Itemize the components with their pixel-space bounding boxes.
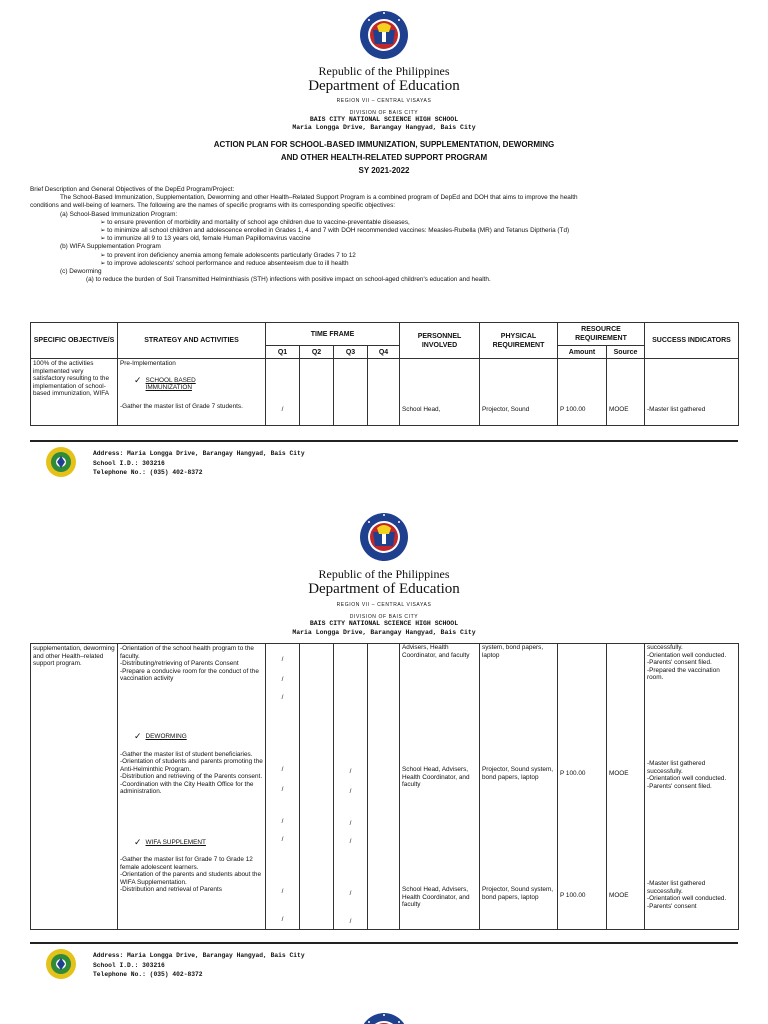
personnel-cell: Advisers, Health Coordinator, and faculty School Head, Advisers, Health Coordinator, and faculty School Head, Advisers, Health Coordinator, and faculty <box>400 644 480 930</box>
school-address: Maria Longga Drive, Barangay Hangyad, Bais City <box>292 124 476 131</box>
wifa-heading: ✓ WIFA SUPPLEMENT <box>134 836 206 847</box>
program-c-item1: (a) to reduce the burden of Soil Transmitted Helminthiasis (STH) infections with positive impact on school-aged children's education and health. <box>86 276 491 284</box>
q2-cell <box>300 644 334 930</box>
school-name: BAIS CITY NATIONAL SCIENCE HIGH SCHOOL <box>309 116 459 123</box>
deworming-activities: -Gather the master list of student beneficiaries. -Orientation of students and parents promoting the Anti-Helminthic Program. -Distribution and retrieving of the Parents consent. -Coordination with the City Health Office for the administration. <box>120 750 263 795</box>
program-b-item2: ➢ to improve adolescents' school performance and reduce absenteeism due to ill health <box>100 259 349 267</box>
program-a-item2: ➢ to minimize all school children and adolescence enrolled in Grades 1, 4 and 7 with DOH recommended vaccines: Measles-Rubella (MR) and Tetanus Diptheria (Td) <box>100 227 570 235</box>
footer-address: Address: Maria Longga Drive, Barangay Hangyad, Bais City <box>93 450 305 457</box>
col-q3: Q3 <box>334 346 368 359</box>
q4-cell <box>368 644 400 930</box>
deworming-heading: ✓ DEWORMING <box>134 731 187 741</box>
sbi-heading: ✓ SCHOOL BASED IMMUNIZATION <box>134 374 196 391</box>
program-b-item1: ➢ to prevent iron deficiency anemia among female adolescents particularly Grades 7 to 12 <box>100 251 356 259</box>
col-timeframe: TIME FRAME <box>266 323 400 346</box>
amount-cell: P 100.00 <box>558 359 607 426</box>
col-strategy: STRATEGY AND ACTIVITIES <box>118 323 266 359</box>
action-plan-table-page1 <box>30 322 739 426</box>
deped-seal-icon <box>359 1012 409 1024</box>
division-label: DIVISION OF BAIS CITY <box>349 614 419 620</box>
table-row <box>31 644 739 930</box>
pre-implementation-label: Pre-Implementation <box>120 360 176 367</box>
department-label: Department of Education <box>308 581 460 597</box>
division-label: DIVISION OF BAIS CITY <box>349 110 419 116</box>
activity-text: -Gather the master list of Grade 7 students. <box>120 402 243 410</box>
col-q1: Q1 <box>266 346 300 359</box>
footer-address: Address: Maria Longga Drive, Barangay Hangyad, Bais City <box>93 952 305 959</box>
description-heading: Brief Description and General Objectives of the DepEd Program/Project: <box>30 186 235 193</box>
checkmark-icon: ✓ <box>134 374 142 385</box>
region-label: REGION VII – CENTRAL VISAYAS <box>336 602 432 608</box>
objective-cell: 100% of the activities implemented very satisfactory resulting to the implementation of school-based immunization, WIFA <box>31 359 118 426</box>
col-q2: Q2 <box>300 346 334 359</box>
program-a-item3: ➢ to immunize all 9 to 13 years old, female Human Papillomavirus vaccine <box>100 235 311 243</box>
action-plan-table-page2 <box>30 643 739 930</box>
strategy-cell <box>118 359 266 426</box>
col-amount: Amount <box>558 346 607 359</box>
footer-info <box>93 951 305 980</box>
deped-seal-icon <box>359 512 409 562</box>
col-physical: PHYSICAL REQUIREMENT <box>480 323 558 359</box>
program-a-label: (a) School-Based Immunization Program: <box>60 210 178 218</box>
program-a-item1: ➢ to ensure prevention of morbidity and mortality of school age children due to vaccine-preventable diseases, <box>100 218 410 226</box>
col-personnel: PERSONNEL INVOLVED <box>400 323 480 359</box>
department-label: Department of Education <box>308 78 460 94</box>
republic-label: Republic of the Philippines <box>318 567 450 581</box>
plan-title-line3: SY 2021-2022 <box>358 166 410 175</box>
source-cell: MOOE MOOE <box>607 644 645 930</box>
q3-cell: / / / / / / <box>334 644 368 930</box>
description-para2: conditions and well-being of learners. The following are the names of specific programs with its corresponding specific objectives: <box>30 202 396 210</box>
col-success: SUCCESS INDICATORS <box>645 323 739 359</box>
program-b-label: (b) WIFA Supplementation Program <box>60 243 161 251</box>
plan-title-line2: AND OTHER HEALTH-RELATED SUPPORT PROGRAM <box>280 153 488 162</box>
republic-label: Republic of the Philippines <box>318 64 450 78</box>
col-source: Source <box>607 346 645 359</box>
col-q4: Q4 <box>368 346 400 359</box>
physical-cell: Projector, Sound <box>480 359 558 426</box>
q1-cell: / <box>266 359 300 426</box>
col-resource: RESOURCE REQUIREMENT <box>558 323 645 346</box>
objective-cell: supplementation, deworming and other Health–related support program. <box>31 644 118 930</box>
block1-activities: -Orientation of the school health program to the faculty. -Distributing/retrieving of Parents Consent -Prepare a conducive room for the conduct of the vaccination activity <box>120 645 259 682</box>
wifa-activities: -Gather the master list for Grade 7 to Grade 12 female adolescent learners. -Orientation of the parents and students about the WIFA Supplementation. -Distribution and retrieval of Parents <box>120 856 262 893</box>
amount-cell: P 100.00 P 100.00 <box>558 644 607 930</box>
q1-cell: / / / / / / / / / <box>266 644 300 930</box>
indicator-cell: -Master list gathered <box>645 359 739 426</box>
school-address: Maria Longga Drive, Barangay Hangyad, Bais City <box>292 629 476 636</box>
deped-seal-icon <box>359 10 409 60</box>
indicator-cell: successfully. -Orientation well conducted. -Parents' consent filed. -Prepared the vaccination room. -Master list gathered successfully. -Orientation well conducted. -Parents' consent filed. -Master list gathered successfully. -Orientation well conducted. -Parents' consent <box>645 644 739 930</box>
personnel-cell: School Head, <box>400 359 480 426</box>
strategy-cell <box>118 644 266 930</box>
table-row <box>31 359 739 426</box>
footer-telephone: Telephone No.: (035) 402-8372 <box>93 971 203 978</box>
col-objectives: SPECIFIC OBJECTIVE/S <box>31 323 118 359</box>
footer-school-id: School I.D.: 303216 <box>93 459 165 467</box>
footer-school-id: School I.D.: 303216 <box>93 961 165 969</box>
description-block <box>30 186 740 284</box>
footer-telephone: Telephone No.: (035) 402-8372 <box>93 469 203 476</box>
school-logo-icon <box>33 948 89 982</box>
region-label: REGION VII – CENTRAL VISAYAS <box>336 98 432 104</box>
footer-divider <box>30 440 738 442</box>
school-name: BAIS CITY NATIONAL SCIENCE HIGH SCHOOL <box>309 620 459 627</box>
plan-title-line1: ACTION PLAN FOR SCHOOL-BASED IMMUNIZATION, SUPPLEMENTATION, DEWORMING <box>213 140 555 149</box>
school-logo-icon <box>33 446 89 480</box>
program-c-label: (c) Deworming <box>60 268 102 276</box>
description-para1: The School-Based Immunization, Supplementation, Deworming and other Health–Related Support Program is a combined program of DepEd and DOH that aims to improve the health <box>60 194 578 202</box>
checkmark-icon: ✓ <box>134 731 142 741</box>
source-cell: MOOE <box>607 359 645 426</box>
checkmark-icon: ✓ <box>134 836 142 847</box>
physical-cell: system, bond papers, laptop Projector, Sound system, bond papers, laptop Projector, Sound system, bond papers, laptop <box>480 644 558 930</box>
footer-info <box>93 449 305 478</box>
footer-divider <box>30 942 738 944</box>
